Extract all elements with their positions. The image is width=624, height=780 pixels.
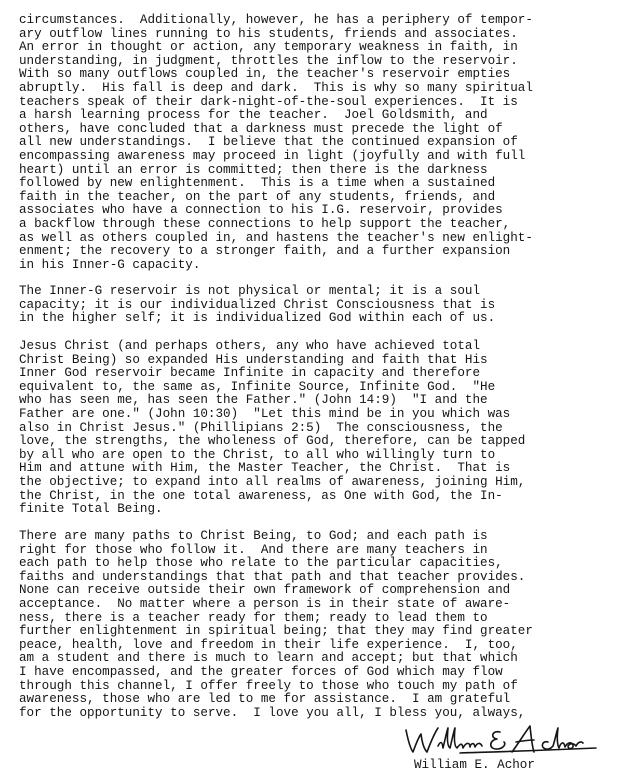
text-line: the objective; to expand into all realms of awareness, joining Him, <box>19 474 526 489</box>
text-line: right for those who follow it. And there are many teachers in <box>19 542 488 557</box>
text-line: in his Inner-G capacity. <box>19 257 201 272</box>
text-line: capacity; it is our individualized Christ Consciousness that is <box>19 297 496 312</box>
text-line: through this channel, I offer freely to those who touch my path of <box>19 678 518 693</box>
text-line: love, the strengths, the wholeness of God, therefore, can be tapped <box>19 434 526 449</box>
text-line: Inner God reservoir became Infinite in capacity and therefore <box>19 366 481 381</box>
typed-signature-name: William E. Achor <box>414 758 535 772</box>
text-line: There are many paths to Christ Being, to God; and each path is <box>19 529 488 543</box>
text-line: ary outflow lines running to his students, friends and associates. <box>19 26 518 41</box>
text-line: understanding, in judgment, throttles the inflow to the reservoir. <box>19 53 518 68</box>
text-line: circumstances. Additionally, however, he has a periphery of tempor- <box>19 13 533 27</box>
text-line: all new understandings. I believe that the continued expansion of <box>19 135 518 150</box>
text-line: awareness, those who are led to me for assistance. I am grateful <box>19 692 511 707</box>
text-line: Christ Being) so expanded His understanding and faith that His <box>19 352 488 367</box>
text-line: enment; the recovery to a stronger faith, and a further expansion <box>19 244 511 259</box>
text-line: The Inner-G reservoir is not physical or mental; it is a soul <box>19 284 481 298</box>
text-line: others, have concluded that a darkness must precede the light of <box>19 121 503 136</box>
text-line: encompassing awareness may proceed in light (joyfully and with full <box>19 148 526 163</box>
text-line: abruptly. His fall is deep and dark. This is why so many spiritual <box>19 80 533 95</box>
text-line: a harsh learning process for the teacher. Joel Goldsmith, and <box>19 108 488 123</box>
text-line: associates who have a connection to his I.G. reservoir, provides <box>19 203 503 218</box>
text-line: the Christ, in the one total awareness, as One with God, the In- <box>19 488 503 503</box>
text-line: Jesus Christ (and perhaps others, any who have achieved total <box>19 339 481 353</box>
text-line: None can receive outside their own framework of comprehension and <box>19 583 511 598</box>
text-line: further enlightenment in spiritual being; that they may find greater <box>19 624 533 639</box>
text-line: acceptance. No matter where a person is in their state of aware- <box>19 596 511 611</box>
text-line: equivalent to, the same as, Infinite Source, Infinite God. "He <box>19 379 496 394</box>
text-line: faiths and understandings that that path and that teacher provides. <box>19 569 526 584</box>
text-line: heart) until an error is committed; then there is the darkness <box>19 162 488 177</box>
text-line: With so many outflows coupled in, the teacher's reservoir empties <box>19 67 511 82</box>
text-line: An error in thought or action, any temporary weakness in faith, in <box>19 40 518 55</box>
text-line: for the opportunity to serve. I love you all, I bless you, always, <box>19 705 526 720</box>
paragraph-jesus-christ <box>19 340 525 517</box>
text-line: followed by new enlightenment. This is a time when a sustained <box>19 176 496 191</box>
text-line: faith in the teacher, on the part of any students, friends, and <box>19 189 496 204</box>
handwritten-signature <box>400 722 610 758</box>
text-line: also in Christ Jesus." (Phillipians 2:5) The consciousness, the <box>19 420 503 435</box>
text-line: I have encompassed, and the greater forces of God which may flow <box>19 664 503 679</box>
paragraph-many-paths <box>19 530 533 720</box>
text-line: as well as others coupled in, and hastens the teacher's new enlight- <box>19 230 533 245</box>
text-line: am a student and there is much to learn and accept; but that which <box>19 651 518 666</box>
text-line: by all who are open to the Christ, to all who willingly turn to <box>19 447 496 462</box>
text-line: peace, health, love and freedom in their life experience. I, too, <box>19 637 518 652</box>
text-line: Father are one." (John 10:30) "Let this mind be in you which was <box>19 406 511 421</box>
text-line: who has seen me, has seen the Father." (John 14:9) "I and the <box>19 393 488 408</box>
paragraph-reservoir-outflow <box>19 14 533 272</box>
text-line: Him and attune with Him, the Master Teacher, the Christ. That is <box>19 461 511 476</box>
text-line: a backflow through these connections to help support the teacher, <box>19 216 511 231</box>
text-line: in the higher self; it is individualized God within each of us. <box>19 311 496 326</box>
text-line: ness, there is a teacher ready for them; ready to lead them to <box>19 610 488 625</box>
text-line: finite Total Being. <box>19 502 163 517</box>
text-line: each path to help those who relate to the particular capacities, <box>19 556 503 571</box>
text-line: teachers speak of their dark-night-of-the-soul experiences. It is <box>19 94 518 109</box>
paragraph-inner-g-reservoir <box>19 285 495 326</box>
